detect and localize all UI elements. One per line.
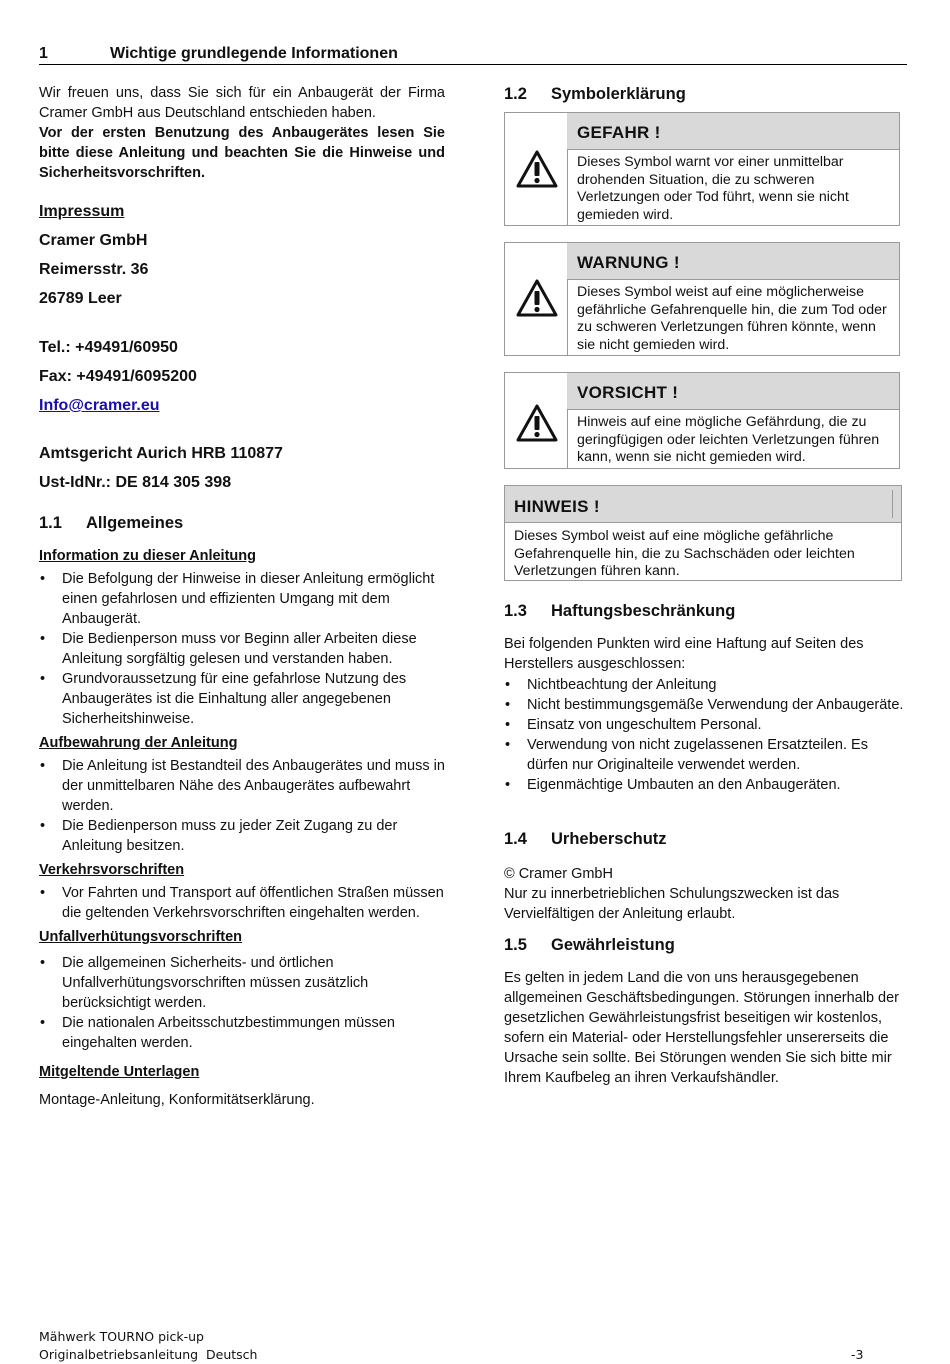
- hinweis-label: HINWEIS !: [514, 497, 600, 516]
- gefahr-label: GEFAHR !: [577, 123, 661, 142]
- impressum-court: Amtsgericht Aurich HRB 110877: [39, 445, 283, 462]
- info-heading: Information zu dieser Anleitung: [39, 548, 256, 564]
- list-item: • Nicht bestimmungsgemäße Verwendung der Anbaugeräte.: [504, 695, 904, 715]
- impressum-street: Reimersstr. 36: [39, 261, 149, 278]
- traffic-list: [39, 883, 449, 923]
- gefahr-box: [504, 112, 900, 226]
- list-item: • Die Befolgung der Hinweise in dieser Anleitung ermöglicht einen gefahrlosen und effizienten Umgang mit dem Anbaugerät.: [39, 569, 449, 629]
- hinweis-text: Dieses Symbol weist auf eine mögliche gefährliche Gefahrenquelle hin, die zu Sachschäden oder leichten Verletzungen führen kann.: [514, 528, 855, 579]
- section-number: 1.4: [504, 830, 527, 848]
- footer-manual-language: Originalbetriebsanleitung Deutsch: [39, 1347, 258, 1362]
- storage-heading: Aufbewahrung der Anleitung: [39, 735, 238, 751]
- liability-list: [504, 675, 904, 795]
- intro-warning-paragraph: Vor der ersten Benutzung des Anbaugerätes lesen Sie bitte diese Anleitung und beachten Sie die Hinweise und Sicherheitsvorschriften.: [39, 125, 445, 181]
- copyright-note: Nur zu innerbetrieblichen Schulungszwecken ist das Vervielfältigen der Anleitung erlaubt.: [504, 886, 840, 922]
- impressum-fax: Fax: +49491/6095200: [39, 368, 197, 385]
- section-title: Gewährleistung: [551, 936, 675, 954]
- section-number: 1.2: [504, 85, 527, 103]
- section-number: 1.3: [504, 602, 527, 620]
- section-title: Allgemeines: [86, 514, 184, 532]
- accident-heading: Unfallverhütungsvorschriften: [39, 929, 243, 945]
- gefahr-text: Dieses Symbol warnt vor einer unmittelbar drohenden Situation, die zu schweren Verletzungen oder Tod führt, wenn sie nicht gemieden wird.: [577, 154, 849, 223]
- section-number: 1.5: [504, 936, 527, 954]
- chapter-header: [39, 44, 907, 65]
- intro-paragraph: Wir freuen uns, dass Sie sich für ein Anbaugerät der Firma Cramer GmbH aus Deutschland entschieden haben.: [39, 85, 445, 121]
- warranty-text: Es gelten in jedem Land die von uns herausgegebenen allgemeinen Geschäftsbedingungen. Störungen innerhalb der gesetzlichen Gewährleistungsfrist beseitigen wir kostenlos, sofern ein Material- oder Herstellungsfehler unsererseits die Ursache sein sollte. Bei Störungen wenden Sie sich bitte mir Ihrem Kaufbeleg an ihren Verkaufshändler.: [504, 970, 900, 1086]
- vorsicht-text: Hinweis auf eine mögliche Gefährdung, die zu geringfügigen oder leichten Verletzungen führen kann, wenn sie nicht gemieden wird.: [577, 414, 880, 465]
- list-item: • Die allgemeinen Sicherheits- und örtlichen Unfallverhütungsvorschriften müssen zusätzlich berücksichtigt werden.: [39, 953, 449, 1013]
- warning-triangle-icon: [515, 278, 559, 318]
- impressum-vat: Ust-IdNr.: DE 814 305 398: [39, 474, 232, 491]
- list-item: • Verwendung von nicht zugelassenen Ersatzteilen. Es dürfen nur Originalteile verwendet werden.: [504, 735, 904, 775]
- warnung-text: Dieses Symbol weist auf eine möglicherweise gefährliche Gefahrenquelle hin, die zum Tod oder zu schweren Verletzungen führen könnte, wenn sie nicht gemieden wird.: [577, 284, 887, 353]
- section-1-1-heading: [39, 513, 439, 533]
- docs-text: Montage-Anleitung, Konformitätserklärung.: [39, 1092, 315, 1108]
- chapter-title: Wichtige grundlegende Informationen: [110, 45, 398, 62]
- warnung-label: WARNUNG !: [577, 253, 680, 272]
- section-1-5-heading: [504, 935, 904, 955]
- section-1-4-body: [504, 864, 904, 924]
- chapter-number: 1: [39, 45, 48, 62]
- section-title: Urheberschutz: [551, 830, 667, 848]
- footer-product: Mähwerk TOURNO pick-up: [39, 1329, 204, 1344]
- copyright-line: © Cramer GmbH: [504, 866, 613, 882]
- impressum-heading: Impressum: [39, 203, 125, 220]
- impressum-city: 26789 Leer: [39, 290, 122, 307]
- impressum-email-link[interactable]: Info@cramer.eu: [39, 397, 160, 414]
- impressum-company: Cramer GmbH: [39, 232, 148, 249]
- vorsicht-label: VORSICHT !: [577, 383, 679, 402]
- list-item: • Die Anleitung ist Bestandteil des Anbaugerätes und muss in der unmittelbaren Nähe des Anbaugerätes aufbewahrt werden.: [39, 756, 449, 816]
- traffic-heading: Verkehrsvorschriften: [39, 862, 185, 878]
- intro-text: [39, 83, 445, 183]
- section-number: 1.1: [39, 514, 62, 532]
- warning-triangle-icon: [515, 403, 559, 443]
- docs-heading: Mitgeltende Unterlagen: [39, 1064, 200, 1080]
- list-item: • Die Bedienperson muss zu jeder Zeit Zugang zu der Anleitung besitzen.: [39, 816, 449, 856]
- list-item: • Vor Fahrten und Transport auf öffentlichen Straßen müssen die geltenden Verkehrsvorschriften eingehalten werden.: [39, 883, 449, 923]
- section-1-1-body: [39, 546, 449, 1110]
- info-list: [39, 569, 449, 729]
- section-1-3-heading: [504, 601, 904, 621]
- list-item: • Grundvoraussetzung für eine gefahrlose Nutzung des Anbaugerätes ist die Einhaltung aller angegebenen Sicherheitshinweise.: [39, 669, 449, 729]
- section-title: Haftungsbeschränkung: [551, 602, 736, 620]
- vorsicht-box: [504, 372, 900, 469]
- liability-intro: Bei folgenden Punkten wird eine Haftung auf Seiten des Herstellers ausgeschlossen:: [504, 636, 864, 672]
- footer-page-number: -3: [851, 1347, 864, 1362]
- list-item: • Einsatz von ungeschultem Personal.: [504, 715, 904, 735]
- section-1-4-heading: [504, 829, 904, 849]
- storage-list: [39, 756, 449, 856]
- warning-triangle-icon: [515, 149, 559, 189]
- list-item: • Nichtbeachtung der Anleitung: [504, 675, 904, 695]
- section-1-2-heading: [504, 84, 904, 104]
- impressum-tel: Tel.: +49491/60950: [39, 339, 178, 356]
- list-item: • Die nationalen Arbeitsschutzbestimmungen müssen eingehalten werden.: [39, 1013, 449, 1053]
- hinweis-box: [504, 485, 902, 581]
- accident-list: [39, 953, 449, 1053]
- section-1-3-body: [504, 634, 904, 795]
- list-item: • Die Bedienperson muss vor Beginn aller Arbeiten diese Anleitung sorgfältig gelesen und verstanden haben.: [39, 629, 449, 669]
- list-item: • Eigenmächtige Umbauten an den Anbaugeräten.: [504, 775, 904, 795]
- section-title: Symbolerklärung: [551, 85, 686, 103]
- warnung-box: [504, 242, 900, 356]
